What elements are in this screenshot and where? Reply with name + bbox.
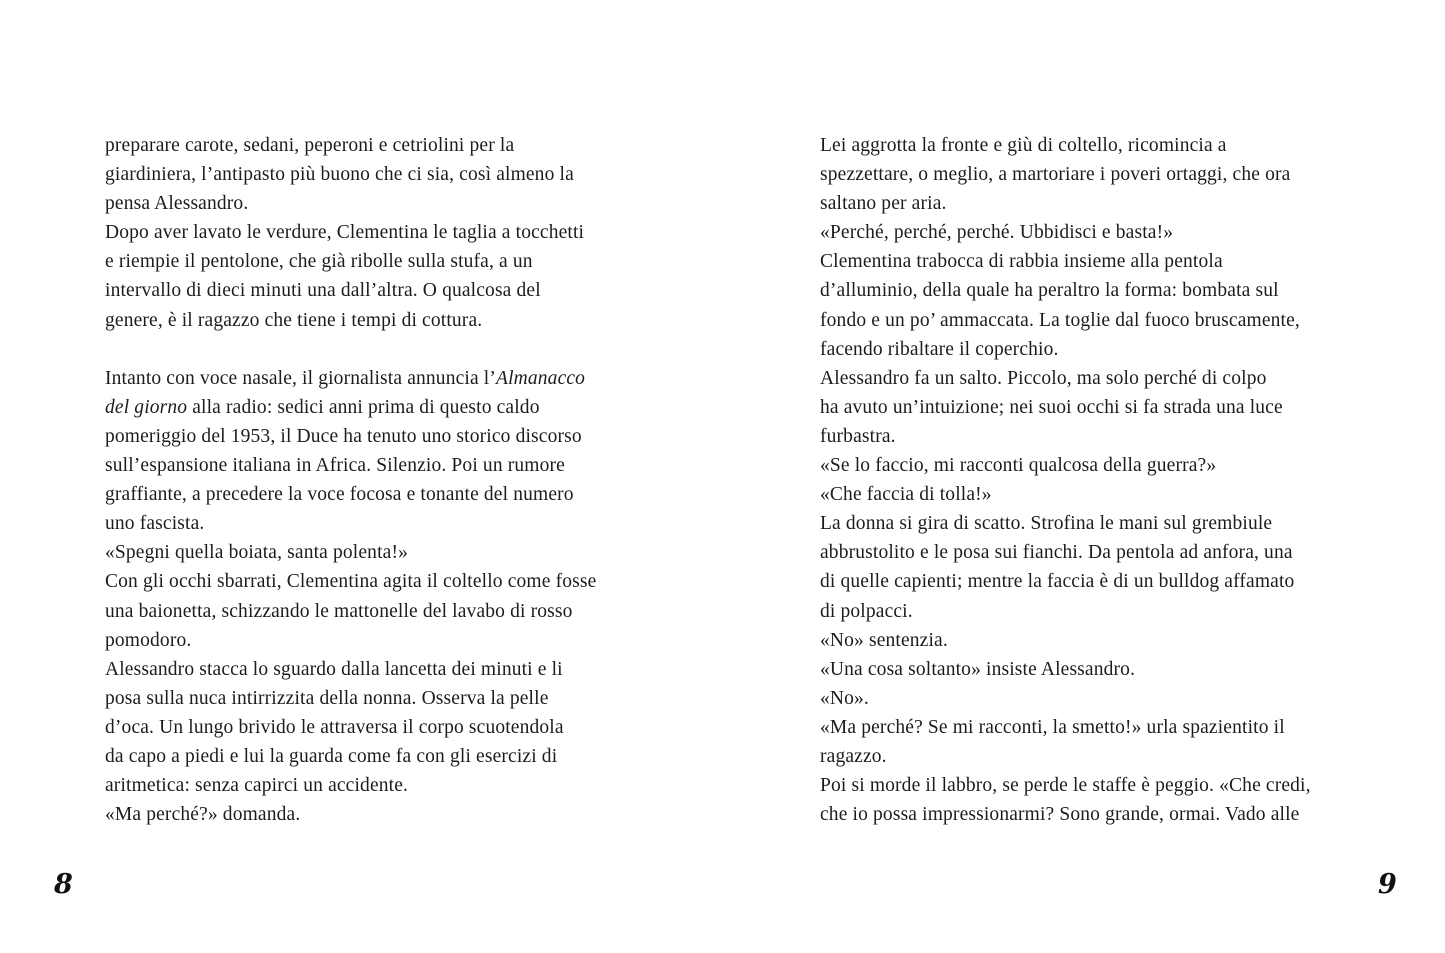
text-line xyxy=(820,480,1311,509)
text-line xyxy=(820,626,1311,655)
text-line xyxy=(820,422,1311,451)
body-text: graffiante, a precedere la voce focosa e tonante del numero xyxy=(105,484,574,506)
italic-text: Almanacco xyxy=(496,367,586,389)
text-line xyxy=(105,189,596,218)
body-text: Dopo aver lavato le verdure, Clementina le taglia a tocchetti xyxy=(105,222,585,244)
body-text: giardiniera, l’antipasto più buono che ci sia, così almeno la xyxy=(105,164,574,186)
body-text: saltano per aria. xyxy=(820,193,947,215)
body-text: genere, è il ragazzo che tiene i tempi di cottura. xyxy=(105,309,483,331)
body-text: ragazzo. xyxy=(820,745,887,767)
text-line xyxy=(820,597,1311,626)
text-line xyxy=(105,160,596,189)
text-line xyxy=(820,509,1311,538)
text-line xyxy=(820,276,1311,305)
body-text: Alessandro fa un salto. Piccolo, ma solo perché di colpo xyxy=(820,367,1267,389)
text-line xyxy=(105,684,596,713)
text-line xyxy=(820,247,1311,276)
text-line xyxy=(105,480,596,509)
text-line xyxy=(820,742,1311,771)
text-line xyxy=(105,771,596,800)
body-text: abbrustolito e le posa sui fianchi. Da pentola ad anfora, una xyxy=(820,542,1293,564)
body-text: una baionetta, schizzando le mattonelle del lavabo di rosso xyxy=(105,600,573,622)
body-text: preparare carote, sedani, peperoni e cetriolini per la xyxy=(105,135,515,156)
text-line xyxy=(820,800,1311,829)
body-text: di polpacci. xyxy=(820,600,913,622)
text-line xyxy=(105,364,596,393)
body-text: intervallo di dieci minuti una dall’altra. O qualcosa del xyxy=(105,280,541,302)
text-line xyxy=(820,160,1311,189)
text-line xyxy=(105,538,596,567)
text-line xyxy=(820,189,1311,218)
body-text: d’alluminio, della quale ha peraltro la forma: bombata sul xyxy=(820,280,1279,302)
body-text: ha avuto un’intuizione; nei suoi occhi si fa strada una luce xyxy=(820,396,1283,418)
text-line xyxy=(105,247,596,276)
page-right xyxy=(723,0,1445,953)
body-text: pomodoro. xyxy=(105,629,192,651)
page-number-left: 8 xyxy=(54,869,73,900)
text-line xyxy=(105,393,596,422)
body-text: Intanto con voce nasale, il giornalista annuncia l’ xyxy=(105,367,497,389)
italic-text: del giorno xyxy=(105,396,188,418)
page-left xyxy=(0,0,722,953)
text-line xyxy=(105,335,596,364)
text-line xyxy=(105,800,596,829)
body-text: pomeriggio del 1953, il Duce ha tenuto uno storico discorso xyxy=(105,425,582,447)
page-left-text xyxy=(105,131,596,829)
body-text: «No» sentenzia. xyxy=(820,629,948,651)
text-line xyxy=(105,131,596,160)
body-text: Alessandro stacca lo sguardo dalla lancetta dei minuti e li xyxy=(105,658,563,680)
text-line xyxy=(820,684,1311,713)
text-line xyxy=(105,655,596,684)
body-text: sull’espansione italiana in Africa. Silenzio. Poi un rumore xyxy=(105,455,565,477)
body-text: Lei aggrotta la fronte e giù di coltello, ricomincia a xyxy=(820,135,1227,156)
body-text: che io possa impressionarmi? Sono grande, ormai. Vado alle xyxy=(820,804,1300,826)
text-line xyxy=(820,713,1311,742)
text-line xyxy=(105,567,596,596)
text-line xyxy=(820,364,1311,393)
body-text: «Che faccia di tolla!» xyxy=(820,484,992,506)
body-text: d’oca. Un lungo brivido le attraversa il corpo scuotendola xyxy=(105,716,564,738)
body-text: «Ma perché? Se mi racconti, la smetto!» urla spazientito il xyxy=(820,716,1285,738)
body-text: aritmetica: senza capirci un accidente. xyxy=(105,775,409,797)
text-line xyxy=(105,713,596,742)
body-text: alla radio: sedici anni prima di questo caldo xyxy=(187,396,540,418)
text-line xyxy=(105,306,596,335)
text-line xyxy=(820,131,1311,160)
text-line xyxy=(820,218,1311,247)
page-right-text xyxy=(820,131,1311,829)
body-text: «No». xyxy=(820,687,869,709)
text-line xyxy=(105,218,596,247)
text-line xyxy=(105,509,596,538)
text-line xyxy=(820,393,1311,422)
body-text: «Se lo faccio, mi racconti qualcosa della guerra?» xyxy=(820,455,1217,477)
body-text: posa sulla nuca intirrizzita della nonna. Osserva la pelle xyxy=(105,687,549,709)
body-text: La donna si gira di scatto. Strofina le mani sul grembiule xyxy=(820,513,1273,535)
body-text: spezzettare, o meglio, a martoriare i poveri ortaggi, che ora xyxy=(820,164,1291,186)
body-text: Poi si morde il labbro, se perde le staffe è peggio. «Che credi, xyxy=(820,775,1311,797)
body-text: furbastra. xyxy=(820,425,896,447)
body-text: «Spegni quella boiata, santa polenta!» xyxy=(105,542,408,564)
body-text: Clementina trabocca di rabbia insieme alla pentola xyxy=(820,251,1223,273)
text-line xyxy=(820,306,1311,335)
text-line xyxy=(105,276,596,305)
text-line xyxy=(820,567,1311,596)
text-line xyxy=(105,742,596,771)
page-number-right: 9 xyxy=(1378,869,1397,900)
body-text: uno fascista. xyxy=(105,513,205,535)
text-line xyxy=(105,451,596,480)
text-line xyxy=(105,422,596,451)
body-text: e riempie il pentolone, che già ribolle sulla stufa, a un xyxy=(105,251,533,273)
text-line xyxy=(105,626,596,655)
body-text: «Perché, perché, perché. Ubbidisci e basta!» xyxy=(820,222,1174,244)
body-text: di quelle capienti; mentre la faccia è di un bulldog affamato xyxy=(820,571,1295,593)
body-text: Con gli occhi sbarrati, Clementina agita il coltello come fosse xyxy=(105,571,597,593)
body-text: «Ma perché?» domanda. xyxy=(105,804,301,826)
body-text: «Una cosa soltanto» insiste Alessandro. xyxy=(820,658,1136,680)
text-line xyxy=(820,451,1311,480)
text-line xyxy=(820,771,1311,800)
text-line xyxy=(820,655,1311,684)
text-line xyxy=(105,597,596,626)
body-text: facendo ribaltare il coperchio. xyxy=(820,338,1059,360)
body-text: pensa Alessandro. xyxy=(105,193,249,215)
text-line xyxy=(820,335,1311,364)
body-text: da capo a piedi e lui la guarda come fa con gli esercizi di xyxy=(105,745,558,767)
text-line xyxy=(820,538,1311,567)
body-text: fondo e un po’ ammaccata. La toglie dal fuoco bruscamente, xyxy=(820,309,1300,331)
